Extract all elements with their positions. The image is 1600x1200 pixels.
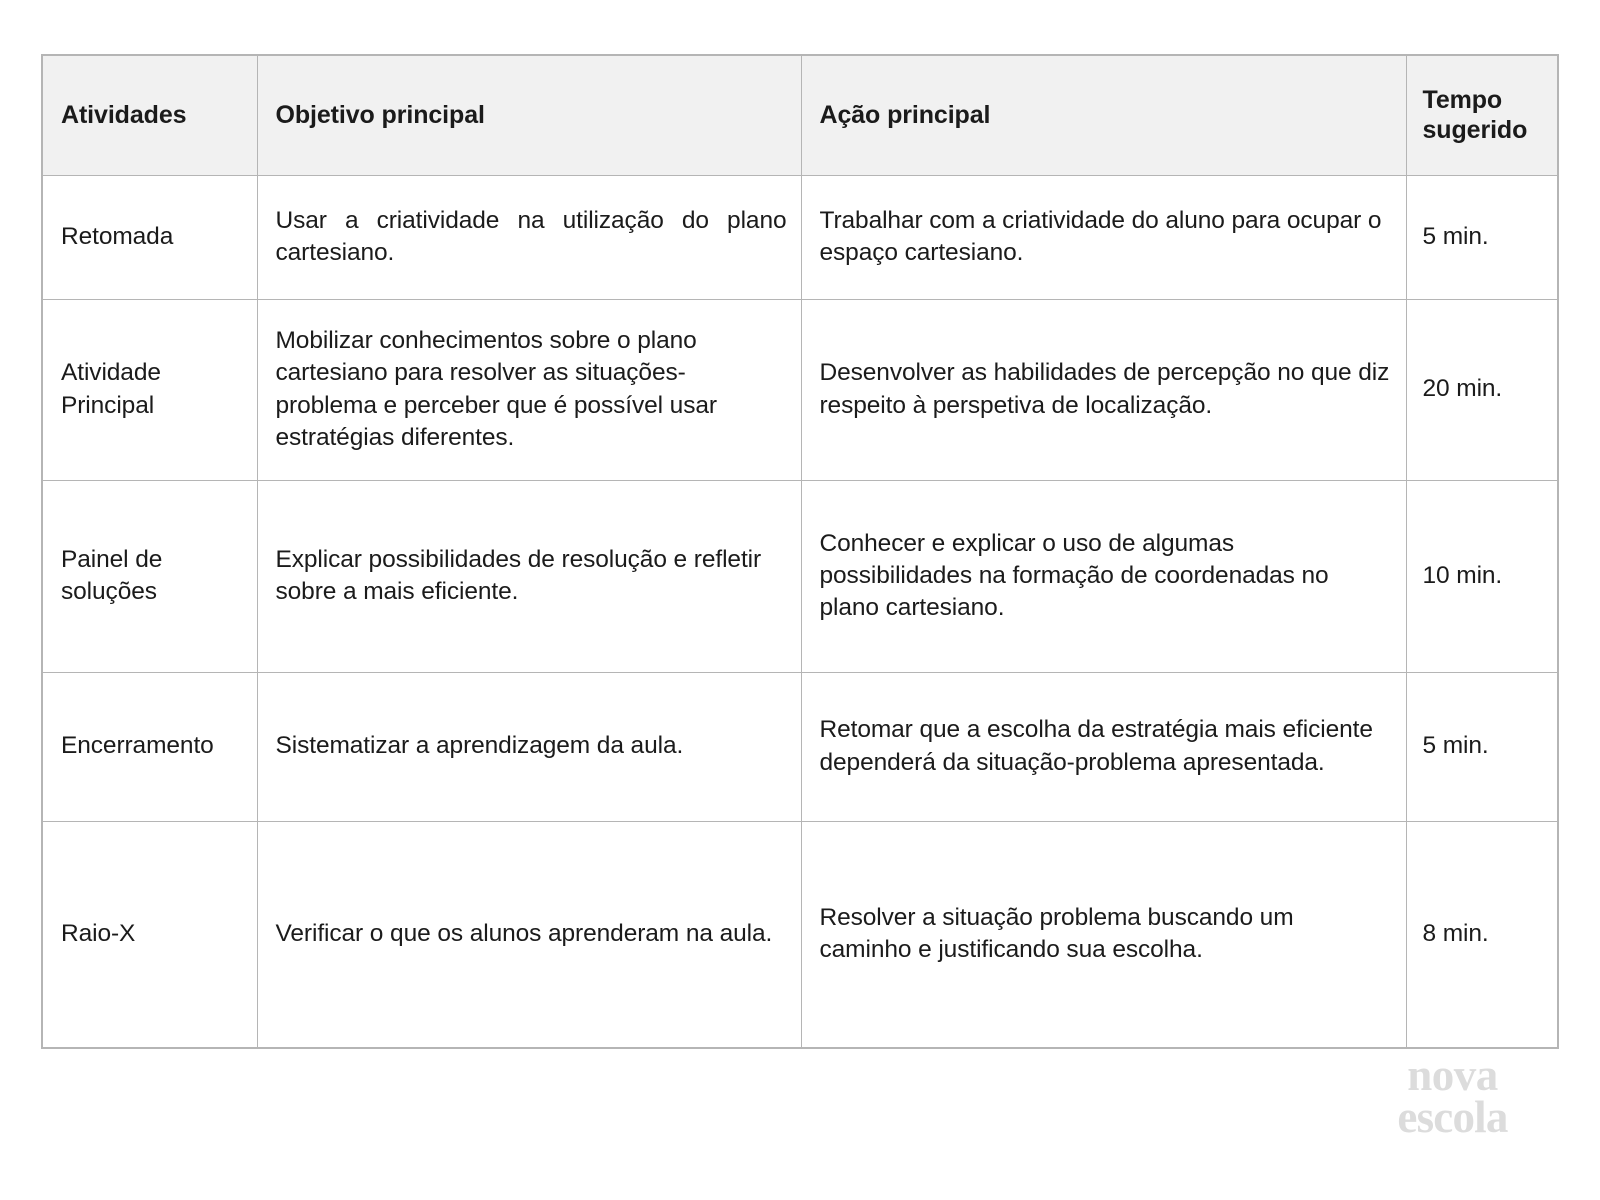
table-row (42, 672, 1558, 821)
table-row (42, 299, 1558, 480)
cell-action: Conhecer e explicar o uso de algumas possibilidades na formação de coordenadas no plano cartesiano. (801, 480, 1406, 672)
cell-objective: Verificar o que os alunos aprenderam na aula. (257, 821, 801, 1048)
column-header-activities: Atividades (42, 55, 257, 175)
cell-time: 5 min. (1406, 672, 1558, 821)
cell-time: 10 min. (1406, 480, 1558, 672)
table-body (42, 175, 1558, 1048)
table-header-row (42, 55, 1558, 175)
cell-activity: Painel de soluções (42, 480, 257, 672)
cell-time: 8 min. (1406, 821, 1558, 1048)
cell-time: 5 min. (1406, 175, 1558, 299)
column-header-main-action: Ação principal (801, 55, 1406, 175)
cell-time: 20 min. (1406, 299, 1558, 480)
activity-table-container (41, 54, 1557, 1049)
column-header-suggested-time-line1: Tempo (1422, 85, 1503, 114)
logo-line-escola: escola (1397, 1091, 1508, 1142)
cell-activity: Raio-X (42, 821, 257, 1048)
column-header-suggested-time-line2: sugerido (1422, 116, 1528, 145)
nova-escola-logo (1350, 1050, 1555, 1142)
cell-objective: Explicar possibilidades de resolução e refletir sobre a mais eficiente. (257, 480, 801, 672)
cell-action: Resolver a situação problema buscando um caminho e justificando sua escolha. (801, 821, 1406, 1048)
table-header (42, 55, 1558, 175)
logo-line-nova: nova (1407, 1050, 1498, 1100)
cell-activity: Encerramento (42, 672, 257, 821)
cell-activity: Retomada (42, 175, 257, 299)
cell-action: Retomar que a escolha da estratégia mais eficiente dependerá da situação-problema apresentada. (801, 672, 1406, 821)
activity-table (41, 54, 1559, 1049)
cell-activity: Atividade Principal (42, 299, 257, 480)
column-header-suggested-time (1406, 55, 1558, 175)
table-row (42, 175, 1558, 299)
cell-action: Desenvolver as habilidades de percepção no que diz respeito à perspetiva de localização. (801, 299, 1406, 480)
column-header-main-objective: Objetivo principal (257, 55, 801, 175)
table-row (42, 480, 1558, 672)
cell-objective: Usar a criatividade na utilização do plano cartesiano. (257, 175, 801, 299)
table-row (42, 821, 1558, 1048)
cell-objective: Sistematizar a aprendizagem da aula. (257, 672, 801, 821)
cell-action: Trabalhar com a criatividade do aluno para ocupar o espaço cartesiano. (801, 175, 1406, 299)
cell-objective: Mobilizar conhecimentos sobre o plano cartesiano para resolver as situações-problema e perceber que é possível usar estratégias diferentes. (257, 299, 801, 480)
